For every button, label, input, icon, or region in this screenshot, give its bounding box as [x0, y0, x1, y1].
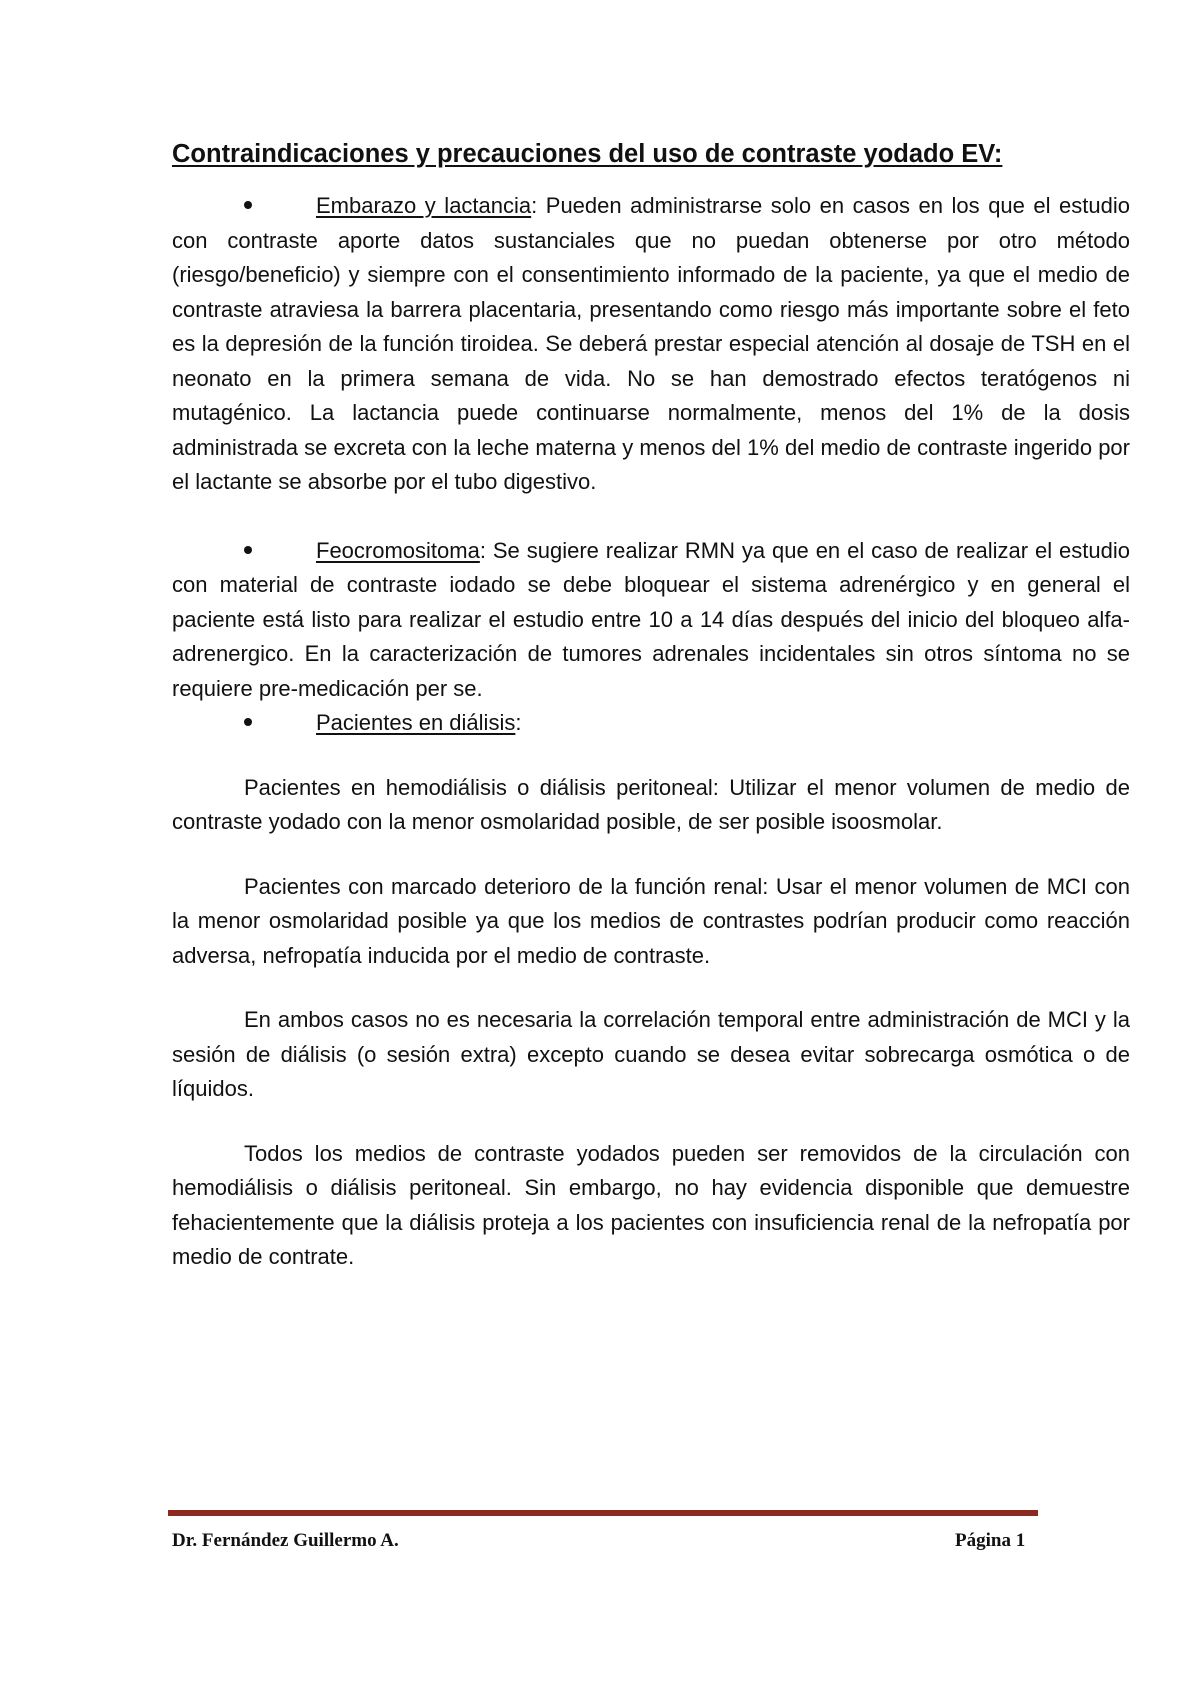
paragraph-deterioro-renal: Pacientes con marcado deterioro de la función renal: Usar el menor volumen de MCI con la menor osmolaridad posible ya que los medios de contrastes podrían producir como reacción adversa, nefropatía inducida por el medio de contraste.: [172, 873, 1130, 968]
section-feocromositoma: [172, 534, 1130, 707]
section-heading: Embarazo y lactancia: [316, 193, 532, 218]
bullet-dot-icon: [244, 201, 252, 209]
section-heading: Pacientes en diálisis: [316, 710, 516, 735]
footer-page-number: Página 1: [955, 1530, 1026, 1551]
bullet-dot-icon: [244, 546, 252, 554]
section-text: : Se sugiere realizar RMN ya que en el caso de realizar el estudio con material de contraste iodado se debe bloquear el sistema adrenérgico y en general el paciente está listo para realizar el estudio entre 10 a 14 días después del inicio del bloqueo alfa-adrenergico. En la caracterización de tumores adrenales incidentales sin otros síntoma no se requiere pre-medicación per se.: [172, 537, 1130, 701]
section-text: :: [515, 710, 522, 735]
bullet-dot-icon: [244, 718, 252, 726]
document-page: [172, 140, 1130, 1275]
paragraph-ambos-casos: En ambos casos no es necesaria la correlación temporal entre administración de MCI y la sesión de diálisis (o sesión extra) excepto cuando se desea evitar sobrecarga osmótica o de líquidos.: [172, 1007, 1130, 1101]
section-heading: Feocromositoma: [316, 537, 480, 563]
section-dialisis: [172, 706, 1130, 741]
section-text: : Pueden administrarse solo en casos en los que el estudio con contraste aporte datos sustanciales que no puedan obtenerse por otro método (riesgo/beneficio) y siempre con el consentimiento informado de la paciente, ya que el medio de contraste atraviesa la barrera placentaria, presentando como riesgo más importante sobre el feto es la depresión de la función tiroidea. Se deberá prestar especial atención al dosaje de TSH en el neonato en la primera semana de vida. No se han demostrado efectos teratógenos ni mutagénico. La lactancia puede continuarse normalmente, menos del 1% de la dosis administrada se excreta con la leche materna y menos del 1% del medio de contraste ingerido por el lactante se absorbe por el tubo digestivo.: [172, 193, 1130, 494]
paragraph-remocion: Todos los medios de contraste yodados pueden ser removidos de la circulación con hemodiálisis o diálisis peritoneal. Sin embargo, no hay evidencia disponible que demuestre fehacientemente que la diálisis proteja a los pacientes con insuficiencia renal de la nefropatía por medio de contrate.: [172, 1140, 1130, 1269]
page-title: Contraindicaciones y precauciones del uso de contraste yodado EV:: [172, 140, 1003, 168]
paragraph-hemodialisis: Pacientes en hemodiálisis o diálisis peritoneal: Utilizar el menor volumen de medio de contraste yodado con la menor osmolaridad posible, de ser posible isoosmolar.: [172, 774, 1130, 834]
footer-divider: [168, 1510, 1038, 1516]
footer-author: Dr. Fernández Guillermo A.: [172, 1530, 399, 1551]
section-embarazo: [172, 189, 1130, 500]
